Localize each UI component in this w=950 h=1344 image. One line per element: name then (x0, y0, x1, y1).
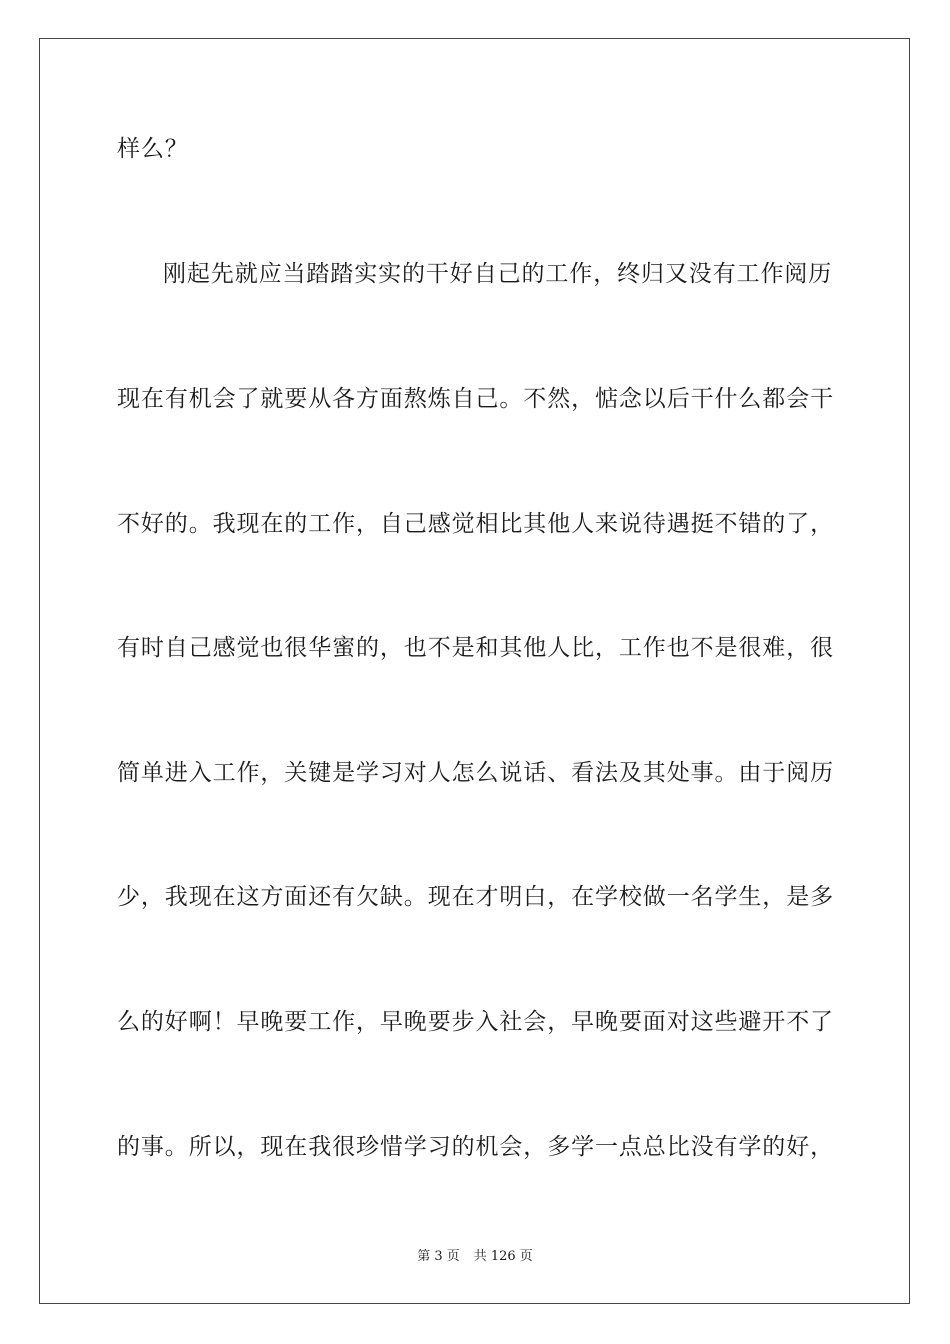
text-line-6: 简单进入工作，关键是学习对人怎么说话、看法及其处事。由于阅历 (117, 760, 834, 786)
text-line-5: 有时自己感觉也很华蜜的，也不是和其他人比，工作也不是很难，很 (117, 635, 834, 661)
page-total: 共 126 页 (473, 1249, 533, 1264)
page-border (39, 38, 910, 1304)
text-line-4: 不好的。我现在的工作，自己感觉相比其他人来说待遇挺不错的了， (117, 511, 834, 537)
text-line-7: 少，我现在这方面还有欠缺。现在才明白，在学校做一名学生，是多 (117, 884, 834, 910)
page-footer (0, 1248, 950, 1266)
page-number: 第 3 页 (417, 1249, 460, 1264)
text-line-8: 么的好啊！早晚要工作，早晚要步入社会，早晚要面对这些避开不了 (117, 1009, 834, 1035)
text-line-2: 刚起先就应当踏踏实实的干好自己的工作，终归又没有工作阅历 (163, 261, 833, 287)
text-line-3: 现在有机会了就要从各方面熬炼自己。不然，惦念以后干什么都会干 (117, 386, 834, 412)
text-line-9: 的事。所以，现在我很珍惜学习的机会，多学一点总比没有学的好， (117, 1134, 834, 1160)
text-line-1: 样么？ (117, 136, 189, 162)
